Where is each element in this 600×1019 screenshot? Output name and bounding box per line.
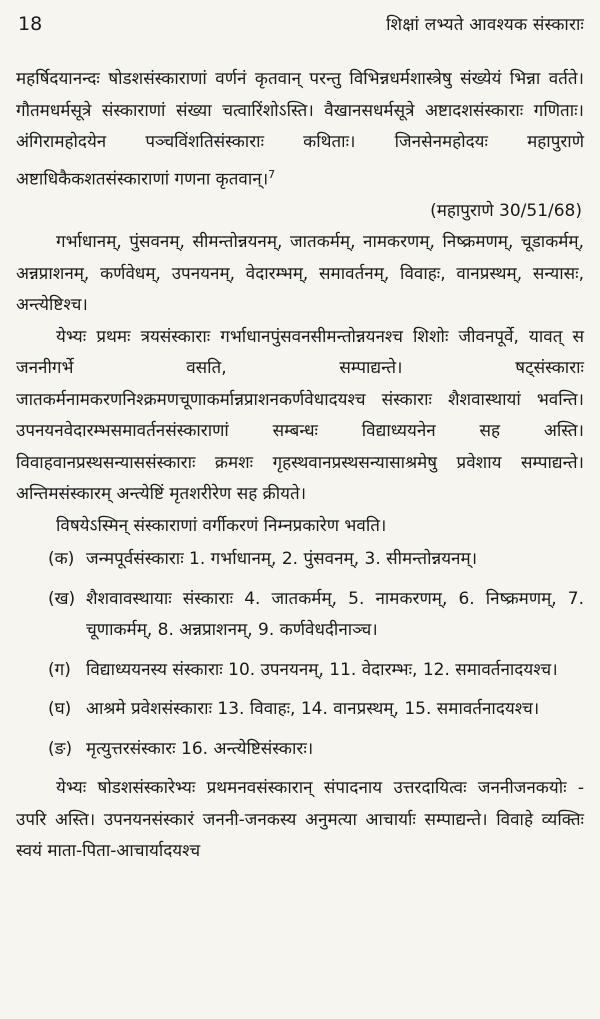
paragraph-sanskara-counts: [16, 64, 584, 196]
list-item: [16, 584, 584, 647]
paragraph-responsibility: येभ्यः षोडशसंस्कारेभ्यः प्रथमनवसंस्कारान् संपादनाय उत्तरदायित्वः जननीजनकयोः - उपरि अस्ति। उपनयनसंस्कारं जननी-जनकस्य अनुमत्या आचार्याः सम्पाद्यन्ते। विवाहे व्यक्तिः स्वयं माता-पिता-आचार्यादयश्च: [16, 778, 584, 862]
paragraph-classification-intro: विषयेऽस्मिन् संस्काराणां वर्गीकरणं निम्नप्रकारेण भवति।: [56, 515, 387, 536]
running-title: शिक्षां लभ्यते आवश्यक संस्काराः: [386, 15, 584, 35]
paragraph-sanskara-list: गर्भाधानम्, पुंसवनम्, सीमन्तोन्नयनम्, जातकर्मम्, नामकरणम्, निष्क्रमणम्, चूडाकर्मम्, अन्नप्राशनम्, कर्णवेधम्, उपनयनम्, वेदारम्भम्, समावर्तनम्, विवाहः, वानप्रस्थम्, सन्यासः, अन्त्येष्टिश्च।: [16, 232, 584, 316]
paragraph-sanskara-stages: येभ्यः प्रथमः त्रयसंस्काराः गर्भाधानपुंसवनसीमन्तोन्नयनश्च शिशोः जीवनपूर्वे, यावत् स जननीगर्भे वसति, सम्पाद्यन्ते। षट्संस्काराः जातकर्मनामकरणनिश्क्रमणचूणाकर्मान्नप्राशनकर्णवेधादयश्च संस्काराः शैशवास्थायां भवन्ति। उपनयनवेदारम्भसमावर्तनसंस्काराणां सम्बन्धः विद्याध्ययनेन सह अस्ति। विवाहवानप्रस्थसन्याससंस्काराः क्रमशः गृहस्थवानप्रस्थसन्यासाश्रमेषु प्रवेशाय सम्पाद्यन्ते। अन्तिमसंस्कारम् अन्त्येष्टिं मृतशरीरेण सह क्रीयते।: [16, 326, 584, 505]
list-item-text: विद्याध्ययनस्य संस्काराः 10. उपनयनम्, 11. वेदारम्भः, 12. समावर्तनादयश्च।: [86, 659, 558, 680]
list-item: [16, 734, 584, 766]
list-item-text: आश्रमे प्रवेशसंस्काराः 13. विवाहः, 14. वानप्रस्थम्, 15. समावर्तनादयश्च।: [86, 699, 540, 720]
classification-list: [16, 544, 584, 765]
list-item-text: शैशवावस्थायाः संस्काराः 4. जातकर्मम्, 5. नामकरणम्, 6. निष्क्रमणम्, 7. चूणाकर्मम्, 8. अन्नप्राशनम्, 9. कर्णवेधदीनाञ्च।: [86, 588, 584, 641]
citation: (महापुराणे 30/51/68): [430, 200, 582, 221]
list-marker: (घ): [48, 699, 72, 720]
list-marker: (क): [48, 549, 75, 570]
page-number: 18: [18, 13, 43, 35]
paragraph-text: महर्षिदयानन्दः षोडशसंस्काराणां वर्णनं कृतवान् परन्तु विभिन्नधर्मशास्त्रेषु संख्येयं भिन्ना वर्तते। गौतमधर्मसूत्रे संस्काराणां संख्या चत्वारिंशोऽस्ति। वैखानसधर्मसूत्रे अष्टादशसंस्काराः गणिताः। अंगिरामहोदयेन पञ्चविंशतिसंस्काराः कथिताः। जिनसेनमहोदयः महापुराणे अष्टाधिकैकशतसंस्काराणां गणना कृतवान्।: [16, 69, 584, 190]
list-item: [16, 544, 584, 576]
list-item: [16, 655, 584, 687]
page-header: [16, 12, 584, 42]
list-item-text: जन्मपूर्वसंस्काराः 1. गर्भाधानम्, 2. पुंसवनम्, 3. सीमन्तोन्नयनम्।: [86, 549, 478, 570]
footnote-marker: 7: [268, 167, 276, 181]
list-marker: (ग): [48, 659, 71, 680]
list-item-text: मृत्युत्तरसंस्कारः 16. अन्त्येष्टिसंस्कारः।: [86, 738, 314, 759]
list-marker: (ङ): [48, 738, 73, 759]
list-marker: (ख): [48, 588, 76, 609]
list-item: [16, 694, 584, 726]
